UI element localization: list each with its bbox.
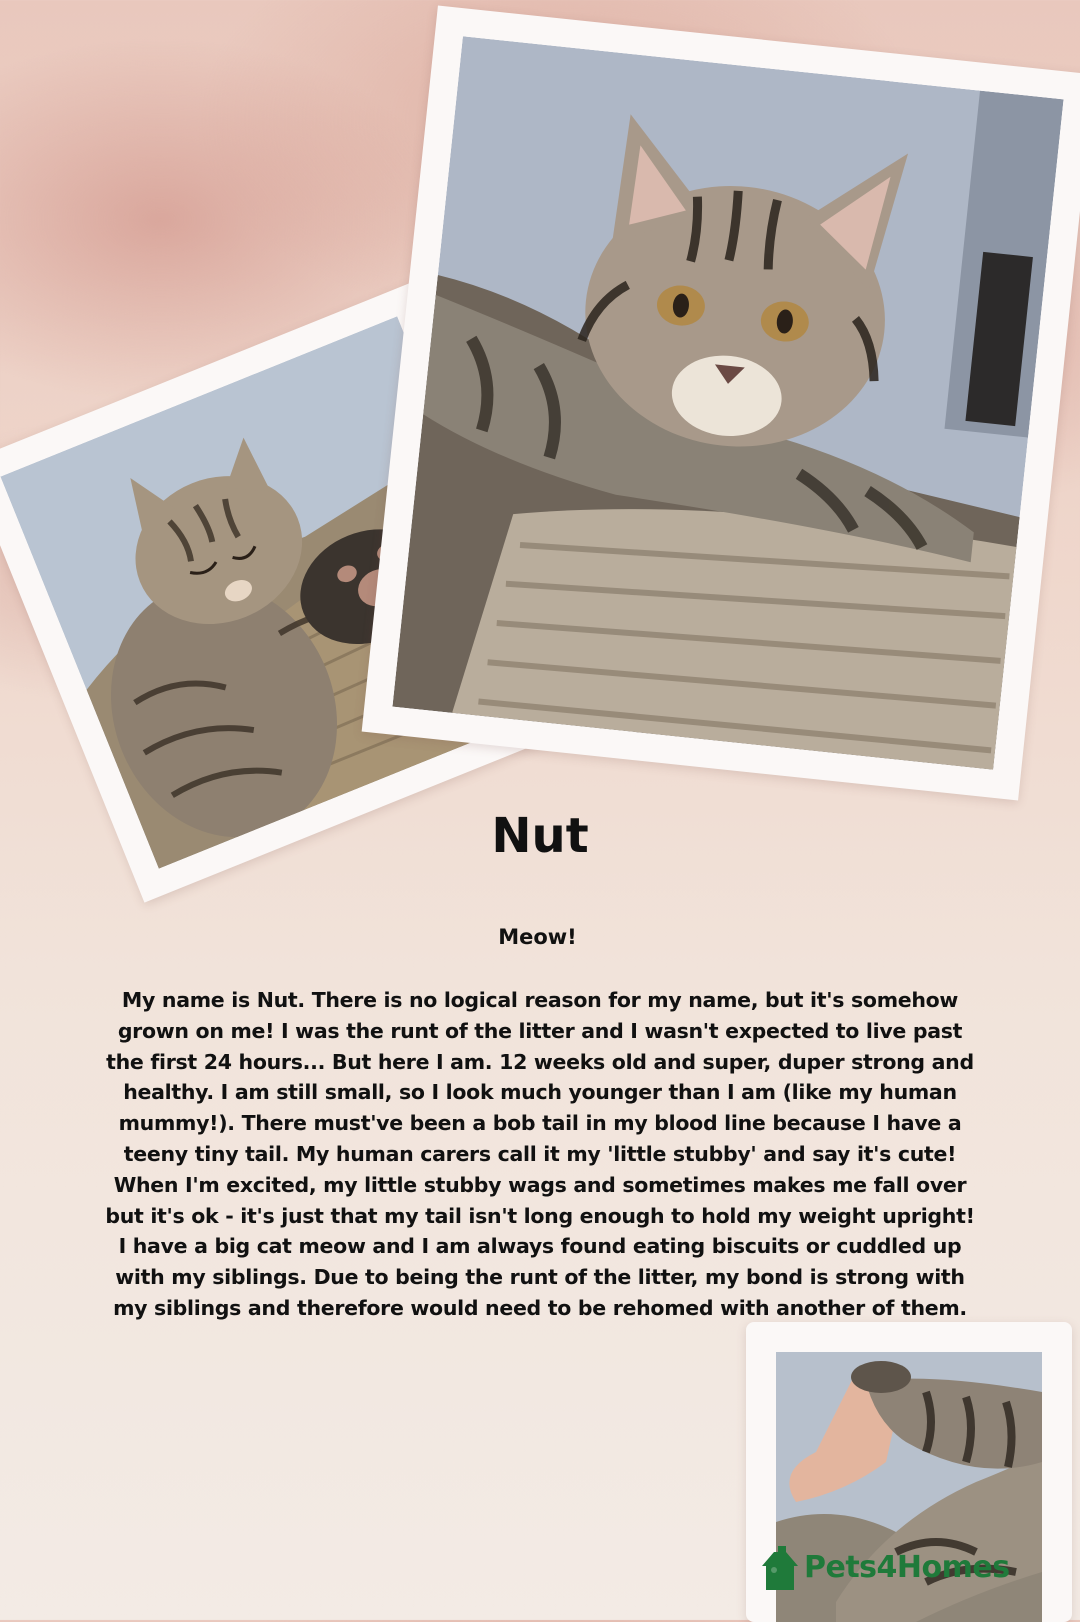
greeting-text: Meow!: [498, 925, 577, 949]
brand-name: Pets4Homes: [804, 1549, 1010, 1585]
photo-kitten-portrait[interactable]: [392, 36, 1063, 769]
page-title: Nut: [491, 808, 589, 864]
bio-text: My name is Nut. There is no logical reason for my name, but it's somehow grown on me! I was the runt of the litter and I wasn't expected to live past the first 24 hours... But here I am. 12 weeks old and super, duper strong and healthy. I am still small, so I look much younger than I am (like my human mummy!). There must've been a bob tail in my blood line because I have a teeny tiny tail. My human carers call it my 'little stubby' and say it's cute! When I'm excited, my little stubby wags and sometimes makes me fall over but it's ok - it's just that my tail isn't long enough to hold my weight upright! I have a big cat meow and I am always found eating biscuits or cuddled up with my siblings. Due to being the runt of the litter, my bond is strong with my siblings and therefore would need to be rehomed with another of them.: [105, 988, 975, 1320]
photo-frame-kitten-portrait: [362, 6, 1080, 801]
pets4homes-logo[interactable]: [762, 1544, 1010, 1590]
pets4homes-logo-icon: [762, 1544, 800, 1590]
